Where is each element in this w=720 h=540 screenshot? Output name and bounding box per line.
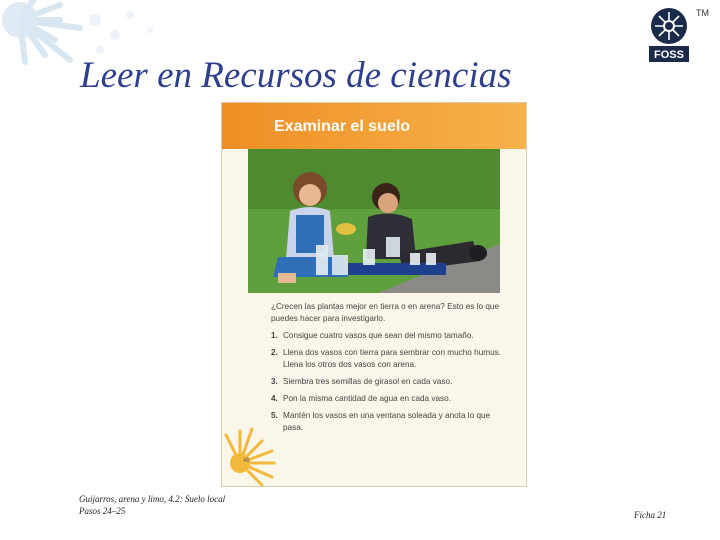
step-number: 3. [271,377,278,386]
trademark-label: TM [696,8,709,18]
step-text: Pon la misma cantidad de agua en cada vaso. [283,394,451,403]
step-number: 5. [271,411,278,420]
list-item [271,347,511,371]
step-text: Consigue cuatro vasos que sean del mismo tamaño. [283,331,474,340]
page-text [271,301,511,439]
intro-text: ¿Crecen las plantas mejor en tierra o en arena? Esto es lo que puedes hacer para investigarlo. [271,302,500,323]
step-number: 2. [271,348,278,357]
sun-icon [222,423,282,487]
foss-logo-icon [644,6,694,66]
list-item [271,330,511,342]
source-caption [79,493,225,517]
list-item [271,393,511,405]
page-number: 48 [243,458,250,464]
step-text: Mantén los vasos en una ventana soleada y anota lo que pasa. [283,411,491,432]
caption-line: Pasos 24–25 [79,506,126,516]
step-text: Llena dos vasos con tierra para sembrar con mucho humus. Llena los otros dos vasos con arena. [283,348,501,369]
page-title: Examinar el suelo [274,118,411,135]
page-header [222,103,526,149]
worksheet-caption: Ficha 21 [634,510,667,520]
children-photo [248,149,500,293]
book-page [221,102,527,487]
step-number: 4. [271,394,278,403]
list-item [271,410,511,434]
foss-logo-text: FOSS [654,49,684,61]
caption-line: Guijarros, arena y limo, 4.2: Suelo local [79,494,226,504]
list-item [271,376,511,388]
slide-title: Leer en Recursos de ciencias [80,55,512,96]
step-number: 1. [271,331,278,340]
step-text: Siembra tres semillas de girasol en cada vaso. [283,377,453,386]
